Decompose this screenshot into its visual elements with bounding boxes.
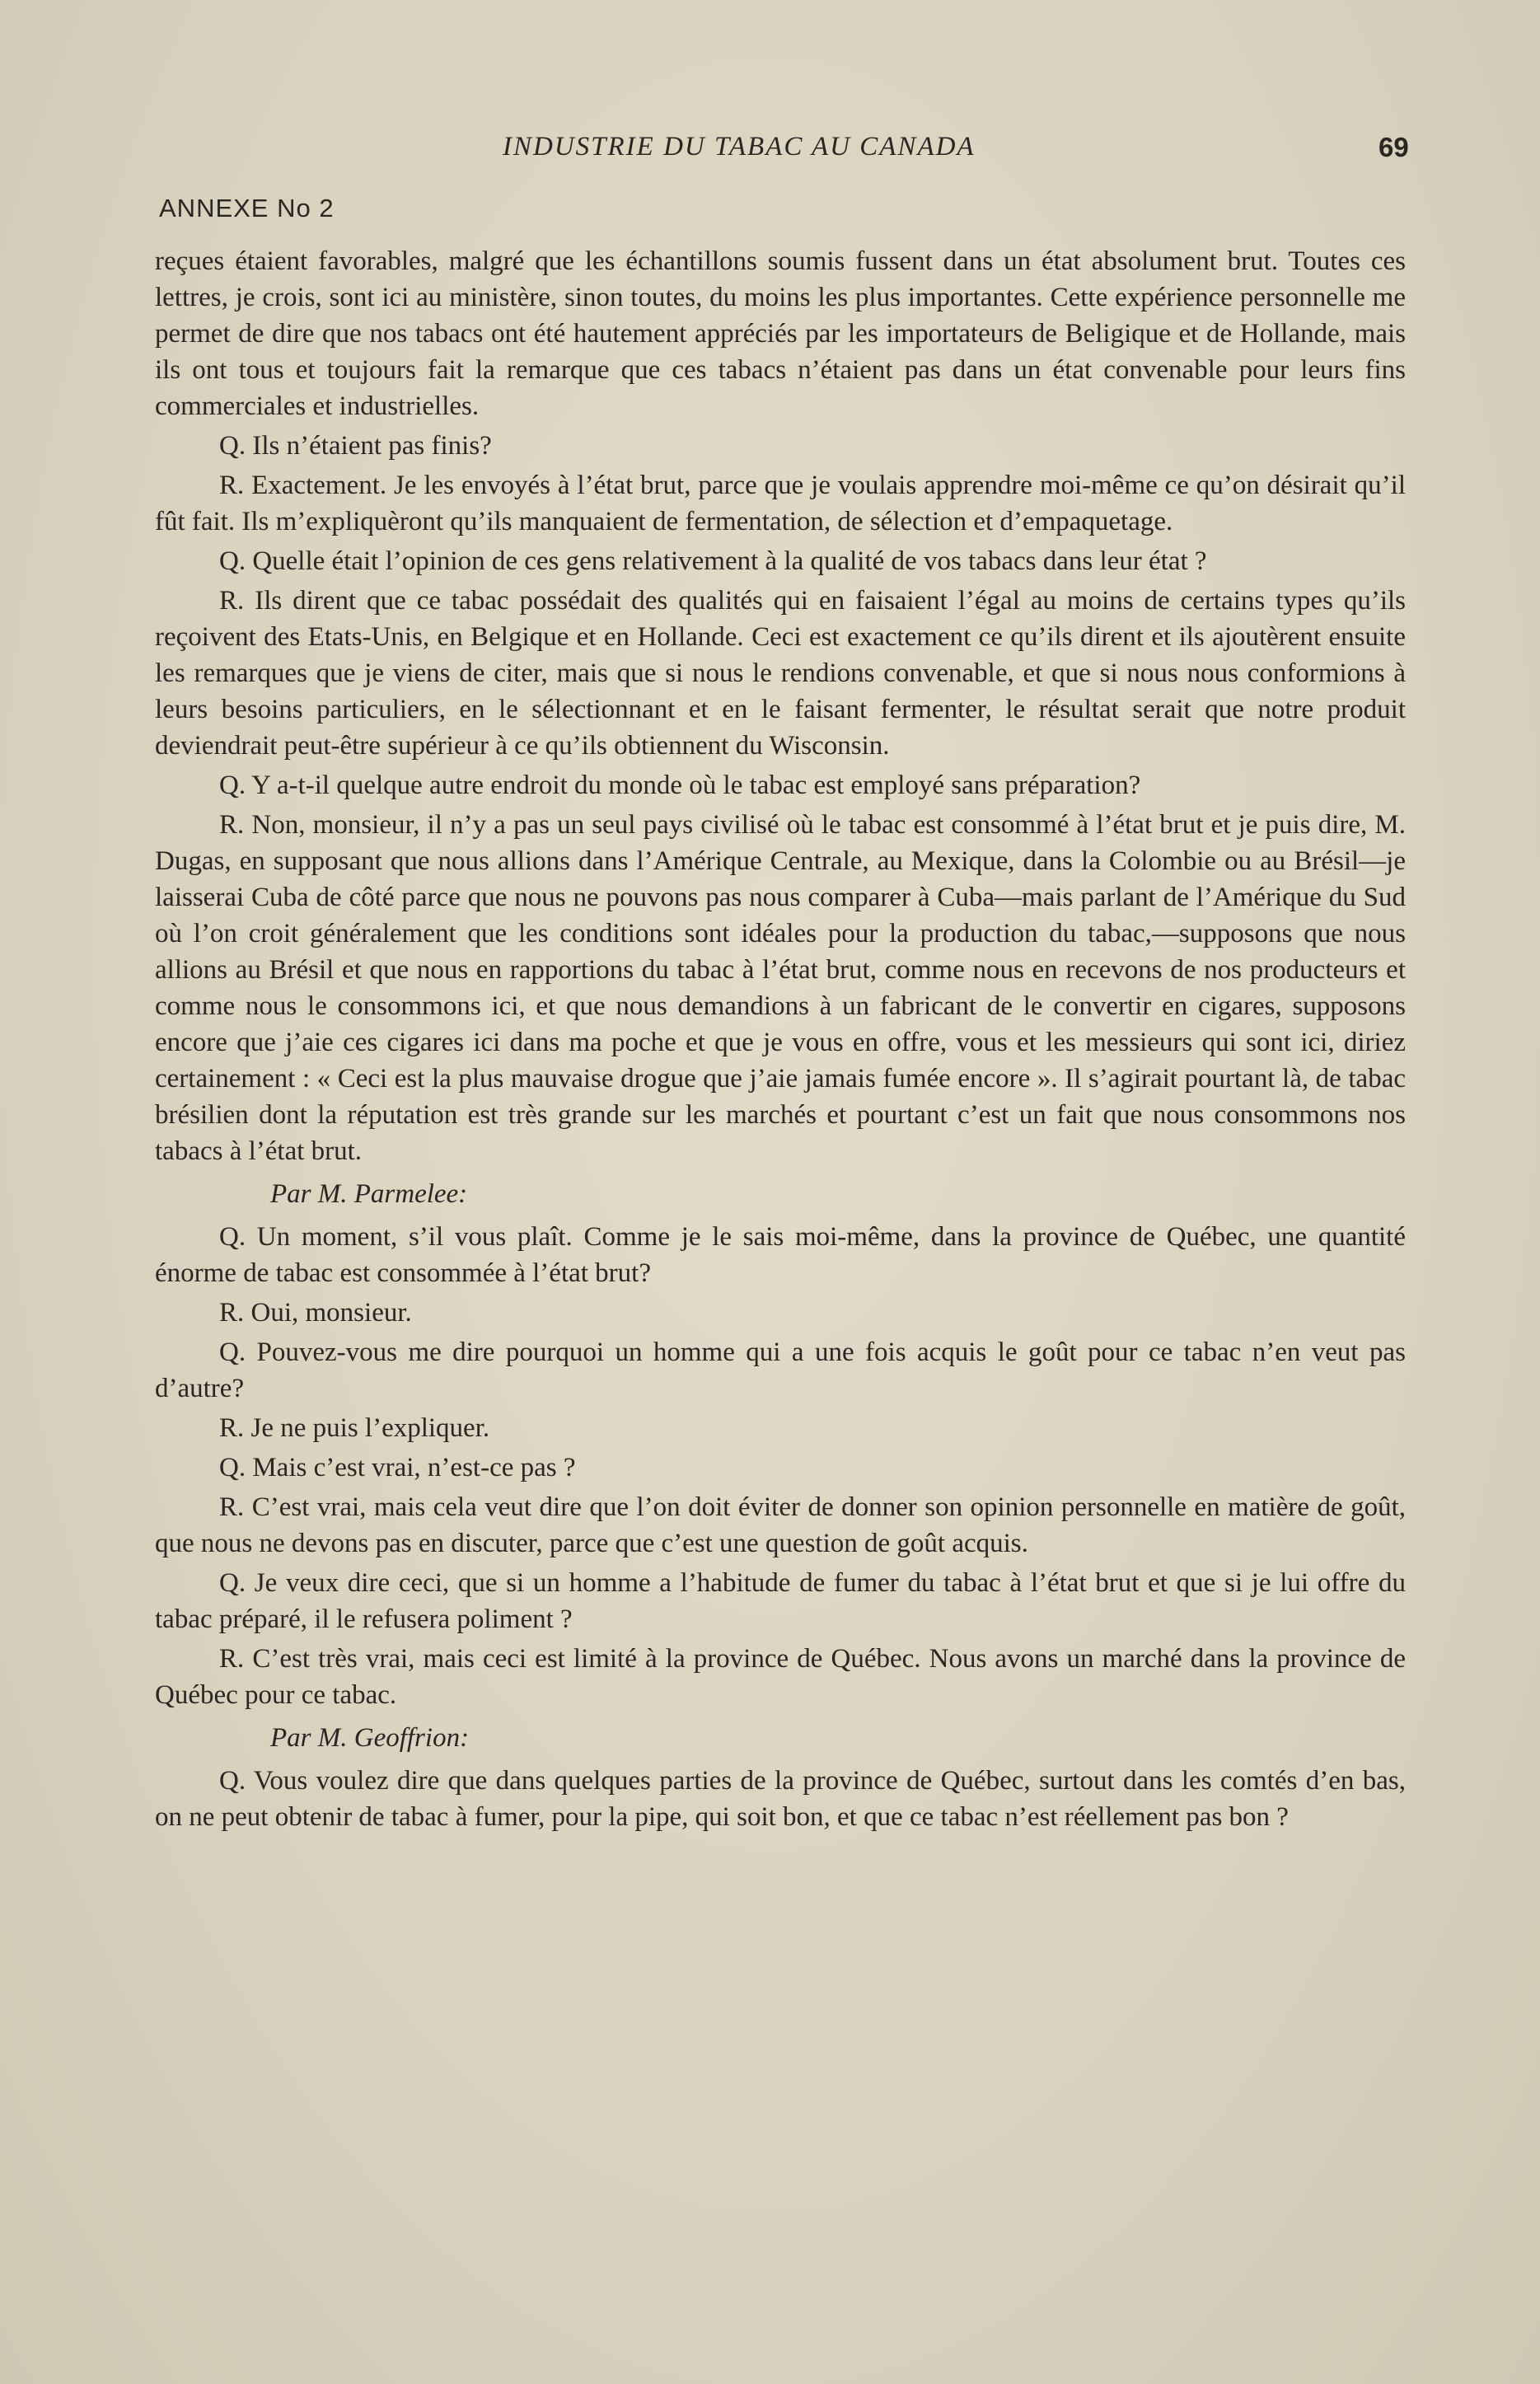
body-text: [155, 243, 1406, 1838]
question: Q. Mais c’est vrai, n’est-ce pas ?: [219, 1453, 576, 1482]
question: Q. Pouvez-vous me dire pourquoi un homme qui a une fois acquis le goût pour ce tabac n’en veut pas d’autre?: [155, 1337, 1406, 1403]
question: Q. Je veux dire ceci, que si un homme a l’habitude de fumer du tabac à l’état brut et que si je lui offre du tabac préparé, il le refusera poliment ?: [155, 1568, 1406, 1634]
question: Q. Vous voulez dire que dans quelques parties de la province de Québec, surtout dans les comtés d’en bas, on ne peut obtenir de tabac à fumer, pour la pipe, qui soit bon, et que ce tabac n’est réellement pas bon ?: [155, 1766, 1406, 1832]
running-title: INDUSTRIE DU TABAC AU CANADA: [503, 132, 976, 162]
answer: R. Ils dirent que ce tabac possédait des qualités qui en faisaient l’égal au moins de certains types qu’ils reçoivent des Etats-Unis, en Belgique et en Hollande. Ceci est exactement ce qu’ils dirent et ils ajoutèrent ensuite les remarques que je viens de citer, mais que si nous le rendions convenable, et que si nous nous conformions à leurs besoins particuliers, en le sélectionnant et en le faisant fermenter, le résultat serait que notre produit deviendrait peut-être supérieur à ce qu’ils obtiennent du Wisconsin.: [155, 586, 1406, 761]
question: Q. Un moment, s’il vous plaît. Comme je le sais moi-même, dans la province de Québec, une quantité énorme de tabac est consommée à l’état brut?: [155, 1222, 1406, 1288]
speaker-heading: Par M. Parmelee:: [270, 1179, 468, 1209]
annex-label: ANNEXE No 2: [159, 194, 335, 222]
page-number: 69: [1379, 132, 1409, 162]
question: Q. Quelle était l’opinion de ces gens relativement à la qualité de vos tabacs dans leur état ?: [219, 546, 1207, 576]
question: Q. Y a-t-il quelque autre endroit du monde où le tabac est employé sans préparation?: [219, 770, 1141, 800]
question: Q. Ils n’étaient pas finis?: [219, 431, 492, 461]
answer: R. Exactement. Je les envoyés à l’état brut, parce que je voulais apprendre moi-même ce qu’on désirait qu’il fût fait. Ils m’expliquèront qu’ils manquaient de fermentation, de sélection et d’empaquetage.: [155, 471, 1406, 536]
answer: R. Non, monsieur, il n’y a pas un seul pays civilisé où le tabac est consommé à l’état brut et je puis dire, M. Dugas, en supposant que nous allions dans l’Amérique Centrale, au Mexique, dans la Colombie ou au Brésil—je laisserai Cuba de côté parce que nous ne pouvons pas nous comparer à Cuba—mais parlant de l’Amérique du Sud où l’on croit généralement que les conditions sont idéales pour la production du tabac,—supposons que nous allions au Brésil et que nous en rapportions du tabac à l’état brut, comme nous en recevons de nos producteurs et comme nous le consommons ici, et que nous demandions à un fabricant de le convertir en cigares, supposons encore que j’aie ces cigares ici dans ma poche et que je vous en offre, vous et les messieurs qui sont ici, diriez certainement : « Ceci est la plus mauvaise drogue que j’aie jamais fumée encore ». Il s’agirait pourtant là, de tabac brésilien dont la réputation est très grande sur les marchés et pourtant c’est un fait que nous consommons nos tabacs à l’état brut.: [155, 810, 1406, 1166]
speaker-heading: Par M. Geoffrion:: [270, 1723, 470, 1753]
answer: R. C’est vrai, mais cela veut dire que l’on doit éviter de donner son opinion personnelle en matière de goût, que nous ne devons pas en discuter, parce que c’est une question de goût acquis.: [155, 1492, 1406, 1558]
paragraph: reçues étaient favorables, malgré que les échantillons soumis fussent dans un état absolument brut. Toutes ces lettres, je crois, sont ici au ministère, sinon toutes, du moins les plus importantes. Cette expérience personnelle me permet de dire que nos tabacs ont été hautement appréciés par les importateurs de Beligique et de Hollande, mais ils ont tous et toujours fait la remarque que ces tabacs n’étaient pas dans un état convenable pour leurs fins commerciales et industrielles.: [155, 246, 1406, 421]
answer: R. Oui, monsieur.: [219, 1298, 412, 1328]
answer: R. Je ne puis l’expliquer.: [219, 1413, 490, 1443]
answer: R. C’est très vrai, mais ceci est limité à la province de Québec. Nous avons un marché dans la province de Québec pour ce tabac.: [155, 1644, 1406, 1710]
